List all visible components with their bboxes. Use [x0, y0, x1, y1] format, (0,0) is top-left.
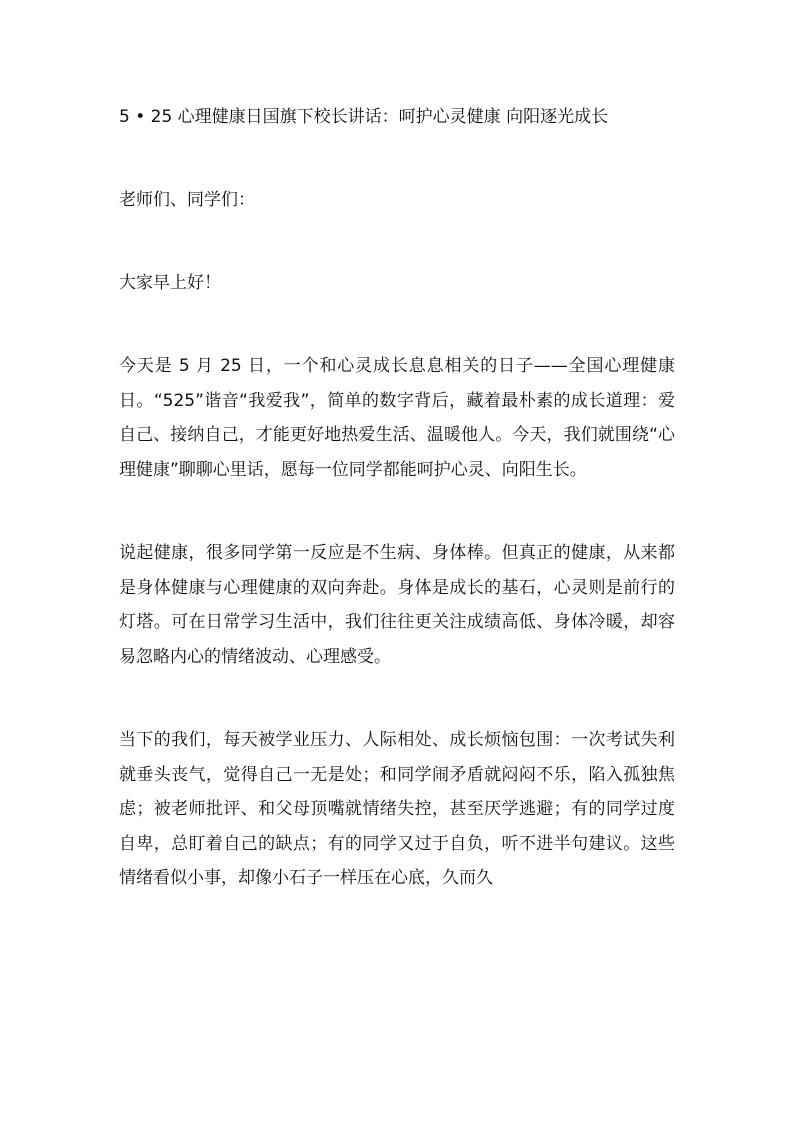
spacer: [119, 487, 675, 536]
document-body: [119, 100, 675, 896]
paragraph-3: 当下的我们，每天被学业压力、人际相处、成长烦恼包围：一次考试失利就垂头丧气，觉得自己一无是处；和同学闹矛盾就闷闷不乐，陷入孤独焦虑；被老师批评、和父母顶嘴就情绪失控，甚至厌学逃避；有的同学过度自卑，总盯着自己的缺点；有的同学又过于自负，听不进半句建议。这些情绪看似小事，却像小石子一样压在心底，久而久: [119, 730, 675, 888]
salutation: 老师们、同学们：: [119, 190, 255, 210]
document-title: 5 • 25 心理健康日国旗下校长讲话：呵护心灵健康 向阳逐光成长: [119, 107, 609, 127]
spacer: [119, 134, 675, 183]
greeting: 大家早上好！: [119, 273, 221, 293]
paragraph-1: 今天是 5 月 25 日，一个和心灵成长息息相关的日子——全国心理健康日。“525”谐音“我爱我”，简单的数字背后，藏着最朴素的成长道理：爱自己、接纳自己，才能更好地热爱生活、温暖他人。今天，我们就围绕“心理健康”聊聊心里话，愿每一位同学都能呵护心灵、向阳生长。: [119, 356, 675, 480]
paragraph-2: 说起健康，很多同学第一反应是不生病、身体棒。但真正的健康，从来都是身体健康与心理健康的双向奔赴。身体是成长的基石，心灵则是前行的灯塔。可在日常学习生活中，我们往往更关注成绩高低、身体冷暖，却容易忽略内心的情绪波动、心理感受。: [119, 543, 675, 667]
spacer: [119, 674, 675, 723]
spacer: [119, 217, 675, 266]
spacer: [119, 300, 675, 349]
